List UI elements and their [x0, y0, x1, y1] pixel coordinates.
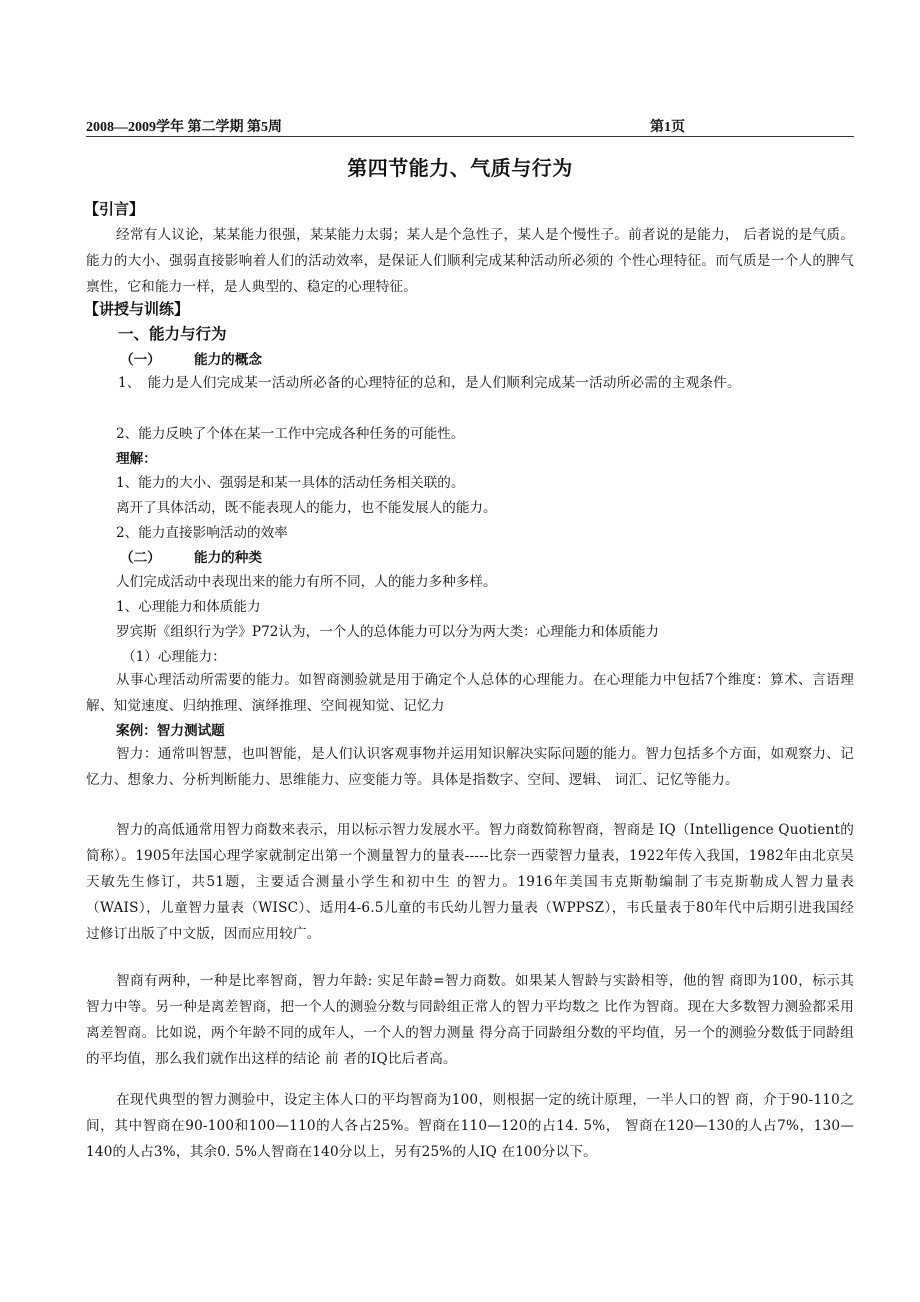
- case-paragraph-3: 智商有两种，一种是比率智商，智力年龄: 实足年龄=智力商数。如果某人智龄与实龄相等，他的智 商即为100，标示其智力中等。另一种是离差智商，把一个人的测验分数与同龄组正常人的智力平均数之 比作为智商。现在大多数智力测验都采用离差智商。比如说，两个年龄不同的成年人，一个人的智力测量 得分高于同龄组分数的平均值，另一个的测验分数低于同龄组的平均值，那么我们就作出这样的结论 前 者的IQ比后者高。: [86, 973, 854, 1067]
- page-header: [86, 116, 854, 137]
- page-title: 第四节能力、气质与行为: [347, 156, 573, 180]
- types-number: （二）: [120, 550, 161, 566]
- intro-heading: 【引言】: [84, 200, 145, 218]
- types-heading: [120, 546, 262, 566]
- case-paragraph-4: 在现代典型的智力测验中，设定主体人口的平均智商为100，则根据一定的统计原理，一半人口的智 商，介于90-110之间，其中智商在90-100和100—110的人各占25%。智商在110—120的占14. 5%， 智商在120—130的人占7%，130—140的人占3%，其余0. 5%人智商在140分以上，另有25%的人IQ 在100分以下。: [86, 1092, 854, 1160]
- types-mental-ability-text: 从事心理活动所需要的能力。如智商测验就是用于确定个人总体的心理能力。在心理能力中包括7个维度：算术、言语理解、知觉速度、归纳推理、演绎推理、空间视知觉、记忆力: [86, 672, 854, 714]
- understand-point-2: 离开了具体活动，既不能表现人的能力，也不能发展人的能力。: [116, 500, 497, 516]
- understand-point-1: 1、能力的大小、强弱是和某一具体的活动任务相关联的。: [116, 475, 465, 491]
- types-mental-physical: 1、心理能力和体质能力: [116, 599, 261, 615]
- case-label: 案例：智力测试题: [116, 723, 225, 739]
- concept-point-2: 2、能力反映了个体在某一工作中完成各种任务的可能性。: [116, 426, 465, 442]
- intro-paragraph: 经常有人议论，某某能力很强，某某能力太弱；某人是个急性子，某人是个慢性子。前者说的是能力， 后者说的是气质。能力的大小、强弱直接影响着人们的活动效率，是保证人们顺利完成某种活动所必须的 个性心理特征。而气质是一个人的脾气禀性，它和能力一样，是人典型的、稳定的心理特征。: [86, 227, 854, 295]
- concept-number: （一）: [120, 352, 161, 368]
- types-intro: 人们完成活动中表现出来的能力有所不同，人的能力多种多样。: [116, 574, 497, 590]
- case-paragraph-1: 智力：通常叫智慧，也叫智能，是人们认识客观事物并运用知识解决实际问题的能力。智力包括多个方面，如观察力、记忆力、想象力、分析判断能力、思维能力、应变能力等。具体是指数字、空间、逻辑、 词汇、记忆等能力。: [86, 746, 854, 788]
- types-robbins: 罗宾斯《组织行为学》P72认为，一个人的总体能力可以分为两大类：心理能力和体质能力: [116, 624, 660, 640]
- types-mental-ability-label: （1）心理能力：: [122, 649, 226, 665]
- concept-heading: [120, 348, 262, 368]
- understand-point-3: 2、能力直接影响活动的效率: [116, 525, 288, 541]
- part1-heading: 一、能力与行为: [118, 325, 227, 343]
- concept-point-1: 1、 能力是人们完成某一活动所必备的心理特征的总和，是人们顺利完成某一活动所必需的主观条件。: [118, 375, 741, 391]
- understand-label: 理解：: [116, 451, 157, 467]
- case-paragraph-2: 智力的高低通常用智力商数来表示，用以标示智力发展水平。智力商数简称智商，智商是 IQ（Intelligence Quotient的简称）。1905年法国心理学家就制定出第一个测量智力的量表-----比奈一西蒙智力量表，1922年传入我国，1982年由北京吴天敏先生修订，共51题，主要适合测量小学生和初中生 的智力。1916年美国韦克斯勒编制了韦克斯勒成人智力量表（WAIS），儿童智力量表（WISC）、适用4-6.5儿童的韦氏幼儿智力量表（WPPSZ），韦氏量表于80年代中后期引进我国经过修订出版了中文版，因而应用较广。: [86, 822, 854, 942]
- header-term: 2008—2009学年 第二学期 第5周: [86, 120, 282, 135]
- concept-label: 能力的概念: [194, 352, 262, 368]
- header-page-number: 第1页: [650, 120, 685, 135]
- types-label: 能力的种类: [194, 550, 262, 566]
- lecture-heading: 【讲授与训练】: [84, 300, 190, 318]
